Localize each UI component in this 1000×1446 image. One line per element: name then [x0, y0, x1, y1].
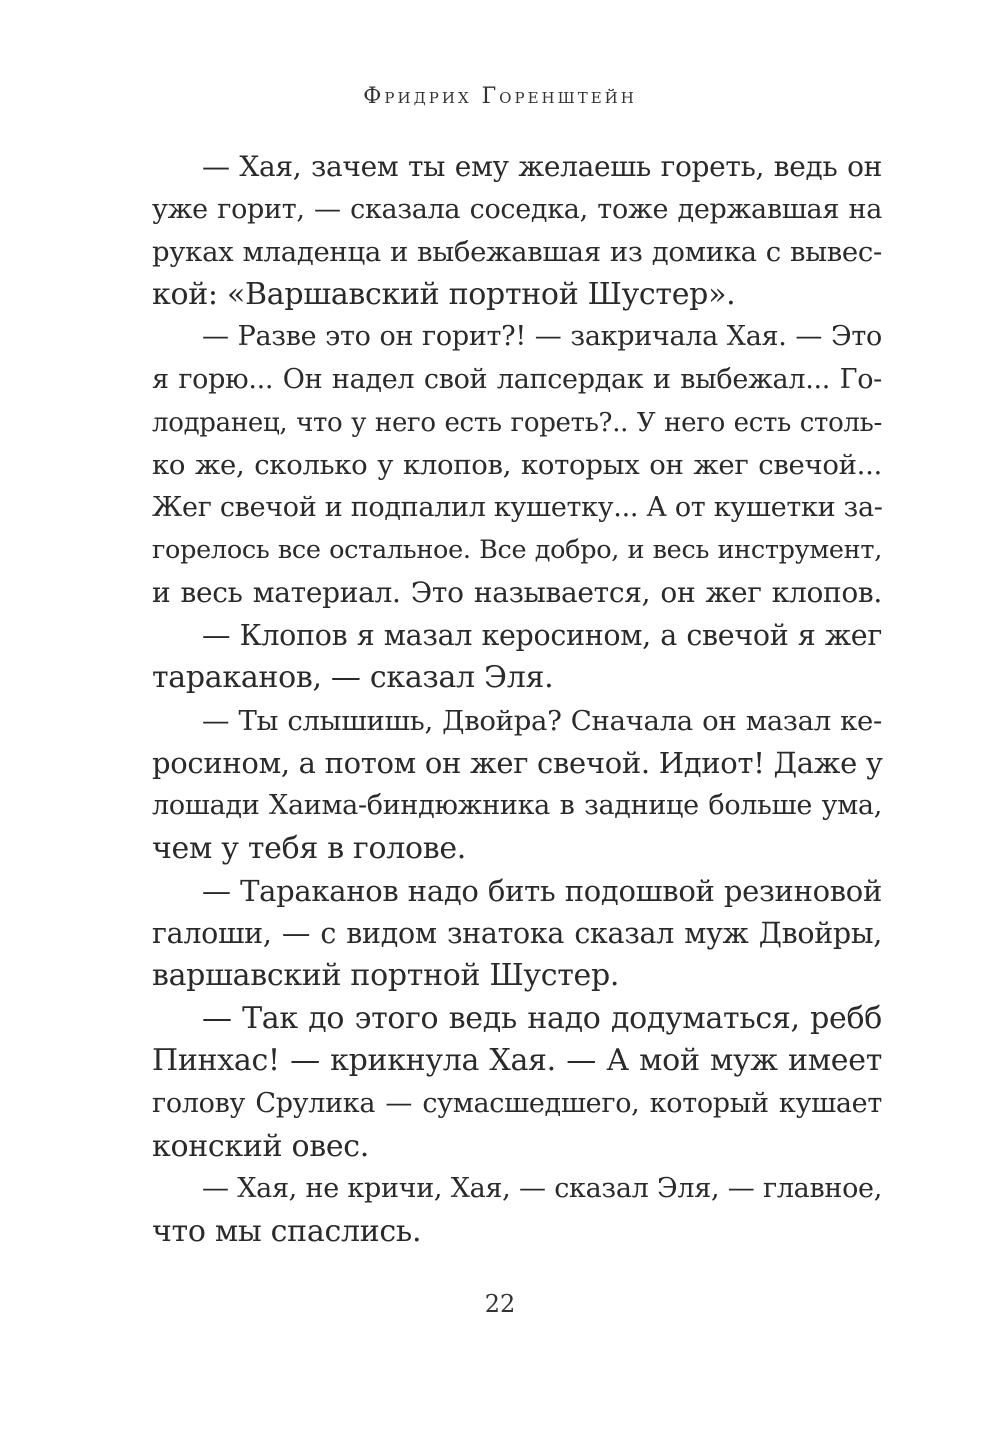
text-line: — Разве это он горит?! — закричала Хая. — Это	[202, 321, 882, 353]
text-line: галоши, — с видом знатока сказал муж Двойры,	[152, 916, 882, 950]
text-line: Пинхас! — крикнула Хая. — А мой муж имеет	[152, 1043, 882, 1079]
text-line: чем у тебя в голове.	[152, 830, 467, 866]
text-line: — Клопов я мазал керосином, а свечой я жег	[202, 618, 882, 652]
text-line: кой: «Варшавский портной Шустер».	[152, 276, 736, 312]
text-line: горелось все остальное. Все добро, и весь инструмент,	[152, 535, 882, 566]
text-line: конский овес.	[152, 1128, 370, 1164]
body-text	[152, 146, 882, 1253]
text-line: и весь материал. Это называется, он жег клопов.	[152, 575, 882, 609]
text-line: руках младенца и выбежавшая из домика с вывес-	[152, 236, 882, 269]
text-line: уже горит, — сказала соседка, тоже державшая на	[152, 193, 882, 225]
text-line: — Ты слышишь, Двойра? Сначала он мазал ке-	[202, 704, 882, 737]
text-line: — Хая, не кричи, Хая, — сказал Эля, — главное,	[202, 1173, 882, 1205]
text-line: росином, а потом он жег свечой. Идиот! Даже у	[152, 746, 883, 781]
running-head: Фридрих Горенштейн	[363, 84, 637, 109]
text-line: — Так до этого ведь надо додуматься, ребб	[202, 1000, 882, 1036]
text-line: тараканов, — сказал Эля.	[152, 660, 554, 696]
text-line: ко же, сколько у клопов, которых он жег свечой...	[152, 449, 882, 482]
page-number: 22	[484, 1290, 516, 1318]
text-line: Жег свечой и подпалил кушетку... А от кушетки за-	[152, 491, 883, 523]
text-line: — Хая, зачем ты ему желаешь гореть, ведь он	[202, 150, 882, 183]
text-line: я горю... Он надел свой лапсердак и выбежал... Го-	[152, 363, 882, 395]
text-line: — Тараканов надо бить подошвой резиновой	[202, 874, 882, 909]
text-line: лошади Хаима-биндюжника в заднице больше ума,	[152, 789, 882, 821]
text-line: варшавский портной Шустер.	[152, 958, 620, 994]
text-line: голову Срулика — сумасшедшего, который кушает	[152, 1088, 882, 1120]
text-line: лодранец, что у него есть гореть?.. У него есть столь-	[152, 407, 882, 438]
text-line: что мы спаслись.	[152, 1213, 422, 1249]
